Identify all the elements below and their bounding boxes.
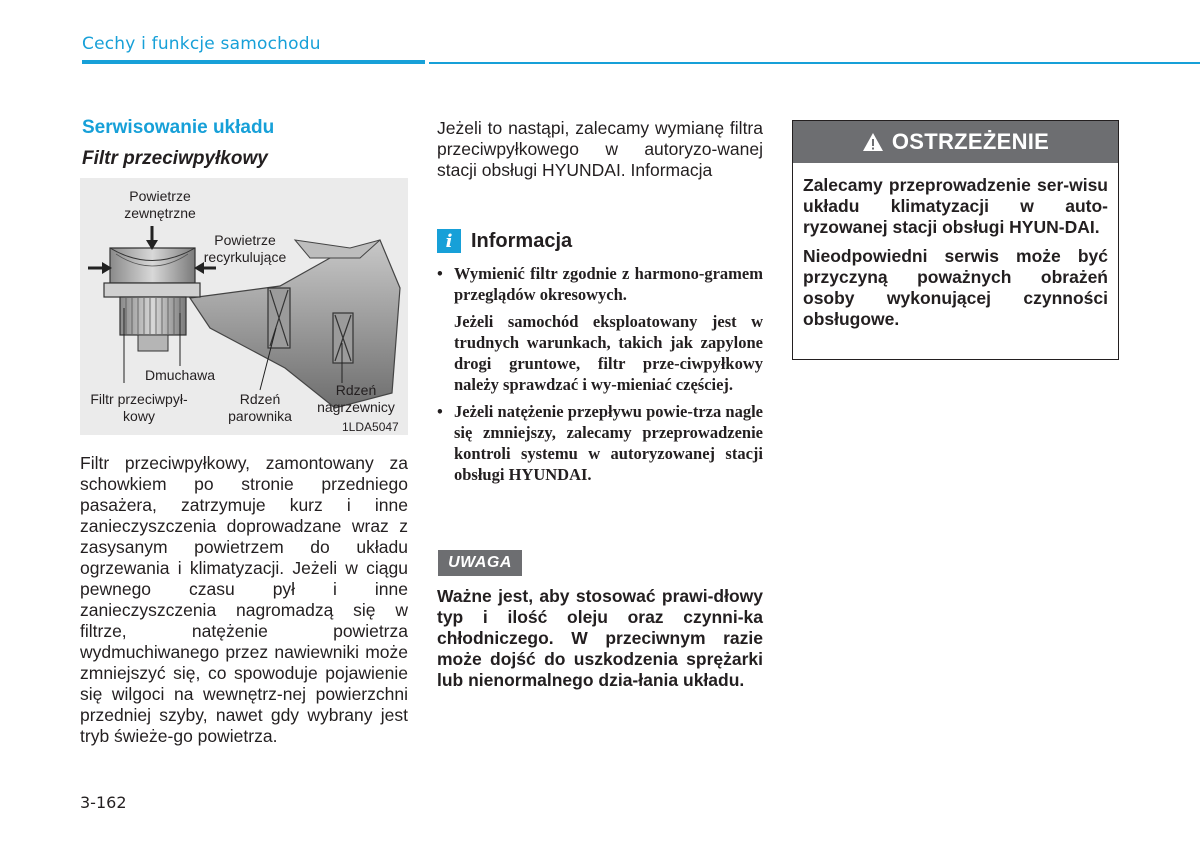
section-title: Serwisowanie układu — [82, 117, 275, 138]
filter-description: Filtr przeciwpyłkowy, zamontowany za schowkiem po stronie przedniego pasażera, zatrzymuje kurz i inne zanieczyszczenia doprowadzane wraz z zasysanym powietrzem do układu ogrzewania i klimatyzacji. Jeżeli w ciągu pewnego czasu pył i inne zanieczyszczenia nagromadzą się w filtrze, natężenie powietrza wydmuchiwanego przez nawiewniki może zmniejszyć się, co spowoduje pojawienie się wilgoci na wewnętrz-nej powierzchni przedniej szyby, nawet gdy wybrany jest tryb świeże-go powietrza. — [80, 453, 408, 746]
label-blower: Dmuchawa — [144, 367, 216, 383]
label-outside-air: Powietrze zewnętrzne — [124, 188, 196, 221]
info-paragraph: Wymienić filtr zgodnie z harmono-gramem przeglądów okresowych. — [454, 264, 763, 304]
page-number: 3-162 — [80, 793, 127, 812]
header-rule-thin — [429, 62, 1200, 64]
info-paragraph: Jeżeli natężenie przepływu powie-trza nagle się zmniejszy, zalecamy przeprowadzenie kontroli systemu w autoryzowanej stacji obsługi HYUNDAI. — [454, 402, 763, 484]
warning-box — [792, 120, 1119, 360]
warning-header — [793, 121, 1118, 163]
info-icon: i — [437, 229, 461, 253]
label-heater: Rdzeń nagrzewnicy — [317, 382, 395, 415]
info-item — [437, 401, 763, 485]
info-title: Informacja — [471, 229, 573, 252]
label-evaporator: Rdzeń parownika — [228, 391, 292, 424]
warning-paragraph: Nieodpowiedni serwis może być przyczyną poważnych obrażeń osoby wykonującej czynności obsługowe. — [803, 246, 1108, 329]
header-title: Cechy i funkcje samochodu — [82, 34, 321, 54]
bullet: • — [437, 264, 443, 283]
sub-title: Filtr przeciwpyłkowy — [82, 148, 268, 169]
warning-paragraph: Zalecamy przeprowadzenie ser-wisu układu klimatyzacji w auto-ryzowanej stacji obsługi HYUN-DAI. — [803, 175, 1108, 237]
label-filter: Filtr przeciwpył-kowy — [90, 391, 188, 424]
figure-code: 1LDA5047 — [342, 420, 399, 434]
warning-title: OSTRZEŻENIE — [891, 129, 1050, 154]
info-header — [437, 229, 572, 253]
info-list — [437, 263, 763, 491]
notice-badge: UWAGA — [438, 550, 522, 576]
cabin-filter-diagram — [80, 178, 408, 435]
replacement-advice: Jeżeli to nastąpi, zalecamy wymianę filtra przeciwpyłkowego w autoryzo-wanej stacji obsługi HYUNDAI. Informacja — [437, 118, 763, 180]
info-item — [437, 263, 763, 395]
warning-triangle-icon — [862, 132, 884, 152]
bullet: • — [437, 402, 443, 421]
notice-text: Ważne jest, aby stosować prawi-dłowy typ i ilość oleju oraz czynni-ka chłodniczego. W przeciwnym razie może dojść do uszkodzenia sprężarki lub nienormalnego dzia-łania układu. — [437, 586, 763, 690]
warning-body — [793, 163, 1118, 330]
info-paragraph: Jeżeli samochód eksploatowany jest w trudnych warunkach, takich jak zapylone drogi gruntowe, filtr prze-ciwpyłkowy należy sprawdzać i wy-mieniać częściej. — [454, 312, 763, 394]
label-recirc-air: Powietrze recyrkulujące — [203, 232, 287, 265]
header-rule-thick — [82, 60, 425, 64]
